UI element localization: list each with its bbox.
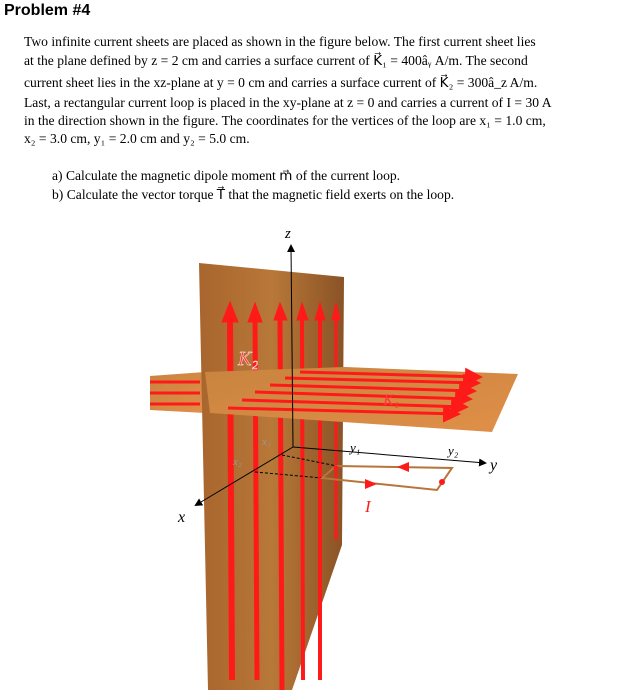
statement-line: in the direction shown in the figure. The coordinates for the vertices of the loop are x₁ = 1.0 cm, [24, 113, 546, 128]
x1-label: x₁ [262, 436, 271, 448]
statement-line: Two infinite current sheets are placed as shown in the figure below. The first current sheet lies [24, 34, 536, 49]
k1-label: K₁ [383, 392, 400, 409]
x-axis-label: x [178, 509, 186, 526]
current-label: I [365, 497, 371, 516]
question-a: a) Calculate the magnetic dipole moment m⃗ of the current loop. [52, 168, 401, 183]
y-axis-label: y [490, 457, 498, 474]
y2-label: y₂ [448, 443, 459, 458]
statement-line: at the plane defined by z = 2 cm and carries a surface current of K⃗₁ = 400âᵧ A/m. The second [24, 53, 528, 68]
k2-label: K₂ [238, 348, 259, 370]
y1-label: y₁ [350, 440, 361, 455]
problem-title: Problem #4 [4, 2, 91, 19]
statement-line: x₂ = 3.0 cm, y₁ = 2.0 cm and y₂ = 5.0 cm. [24, 131, 250, 146]
statement-line: Last, a rectangular current loop is placed in the xy-plane at z = 0 and carries a current of I = 30 A [24, 95, 552, 110]
x2-label: x₂ [233, 456, 242, 468]
z-axis-label: z [285, 226, 291, 242]
question-b: b) Calculate the vector torque T⃗ that the magnetic field exerts on the loop. [52, 187, 455, 202]
statement-line: current sheet lies in the xz-plane at y = 0 cm and carries a surface current of K⃗₂ = 300â_z A/m. [24, 75, 538, 90]
